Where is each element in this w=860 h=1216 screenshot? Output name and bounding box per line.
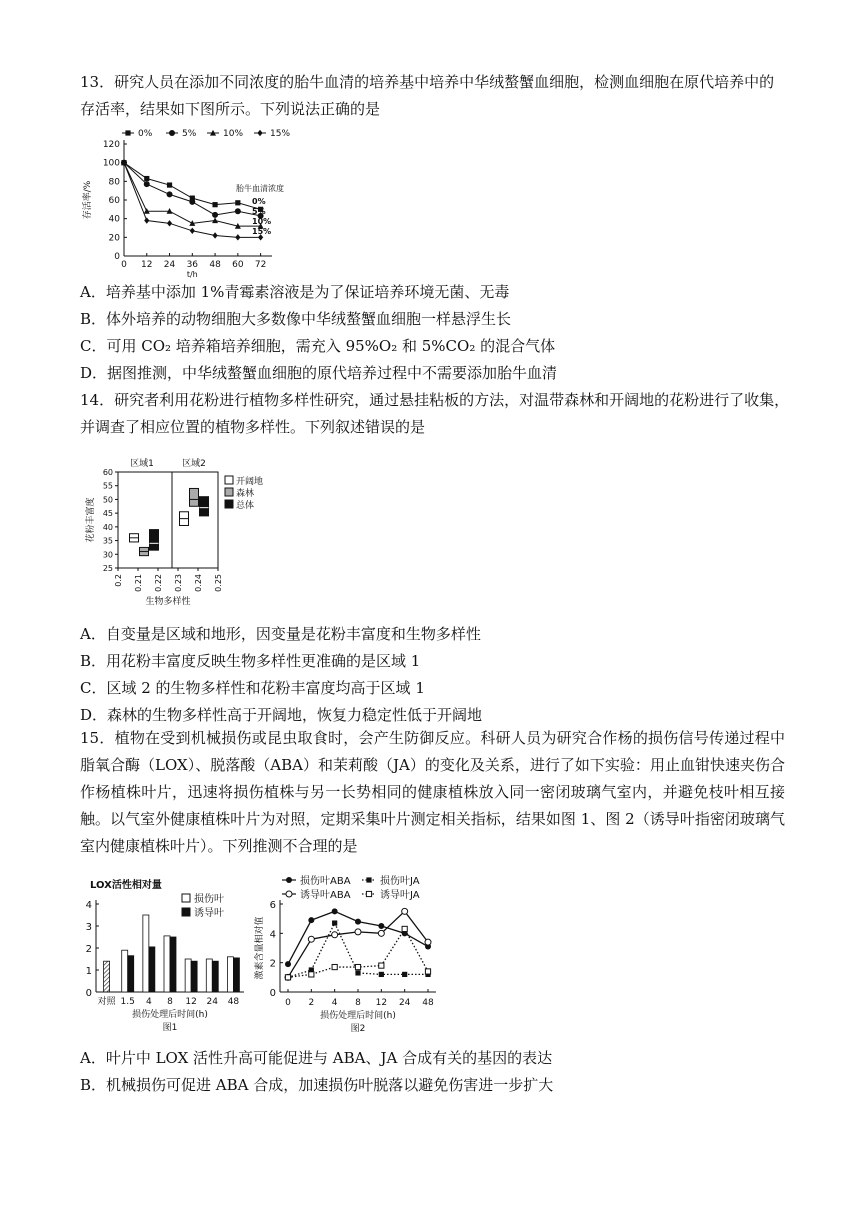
data-point [332,964,337,969]
data-point [355,919,361,925]
x-tick-label: 48 [422,998,434,1008]
legend-title: 胎牛血清浓度 [236,184,284,193]
q13-option-d: D．据图推测，中华绒螯蟹血细胞的原代培养过程中不需要添加胎牛血清 [80,364,558,382]
legend-swatch [182,908,190,916]
y-tick-label: 0 [85,988,92,999]
legend-label: 15% [270,129,291,139]
pollen-richness-box-chart [80,452,280,612]
data-point [212,217,218,223]
y-tick-label: 2 [269,958,276,970]
data-point [190,228,195,234]
data-point [235,234,240,240]
x-tick-label: 4 [331,998,338,1008]
y-tick-label: 60 [108,196,120,206]
data-point [425,969,430,974]
data-point [378,923,384,929]
q13-option-c: C．可用 CO₂ 培养箱培养细胞，需充入 95%O₂ 和 5%CO₂ 的混合气体 [80,337,556,355]
data-point [144,181,150,187]
legend-label: 10% [223,129,244,139]
data-point [402,972,407,977]
x-axis-label: 生物多样性 [145,597,191,607]
box [190,488,199,506]
x-tick-label: 0.22 [154,574,163,592]
data-point [355,929,361,935]
series-end-label: 15% [252,227,272,236]
y-tick-label: 100 [102,158,120,169]
legend-label: 损伤叶 [194,894,224,905]
y-tick-label: 120 [102,140,120,150]
data-point [144,176,149,181]
legend-swatch [225,500,233,508]
x-tick-label: 8 [167,997,173,1007]
x-tick-label: 0 [285,998,291,1008]
q14-stem-line2: 并调查了相应位置的植物多样性。下列叙述错误的是 [80,418,426,436]
x-tick-label: 0.21 [134,574,143,592]
q13-option-b: B．体外培养的动物细胞大多数像中华绒螯蟹血细胞一样悬浮生长 [80,310,512,328]
data-point [285,975,290,980]
x-tick-label: 24 [398,998,411,1008]
legend-marker [366,891,371,896]
x-tick-label: 0 [121,260,127,270]
y-tick-label: 1 [85,966,92,977]
data-point [309,972,314,977]
q14-option-a: A．自变量是区域和地形，因变量是花粉丰富度和生物多样性 [80,625,481,643]
y-axis-label: 存活率/% [83,180,93,220]
y-tick-label: 45 [102,509,113,519]
y-tick-label: 40 [108,214,120,225]
data-point [308,917,314,923]
box [150,530,159,551]
box [200,497,209,516]
region-label: 区域2 [182,459,206,469]
y-axis-label: 激素含量相对值 [255,916,265,980]
data-point [167,191,173,197]
data-point [402,908,408,914]
q13-stem-line2: 存活率，结果如下图所示。下列说法正确的是 [80,100,381,118]
x-tick-label: 72 [254,260,267,270]
legend-label: 诱导叶 [194,908,224,919]
figure-caption: 图2 [350,1024,366,1034]
x-tick-label: 对照 [97,997,116,1007]
data-point [379,963,384,968]
series-end-label: 0% [252,197,266,206]
bar [191,961,197,992]
data-point [355,970,360,975]
y-tick-label: 25 [102,564,113,573]
y-tick-label: 30 [102,550,113,560]
q13-stem-line1: 13．研究人员在添加不同浓度的胎牛血清的培养基中培养中华绒螯蟹血细胞，检测血细胞在原代培养中的 [80,73,775,91]
y-tick-label: 4 [269,929,276,941]
data-point [167,220,172,226]
legend-label: 总体 [236,501,255,511]
legend-marker [366,877,371,882]
bar [104,961,110,992]
legend-swatch [225,488,233,496]
q14-option-d: D．森林的生物多样性高于开阔地，恢复力稳定性低于开阔地 [80,706,483,724]
legend-label: 诱导叶ABA [300,890,351,901]
data-point [235,208,241,214]
chart-title: LOX活性相对量 [90,880,162,891]
q14-option-c: C．区域 2 的生物多样性和花粉丰富度均高于区域 1 [80,679,425,697]
plot-frame [118,472,218,568]
data-point [402,926,407,931]
x-tick-label: 12 [375,998,388,1008]
legend-marker [125,130,130,135]
series-end-label: 5% [252,207,266,216]
q13-option-a: A．培养基中添加 1%青霉素溶液是为了保证培养环境无菌、无毒 [80,283,510,301]
bar [128,956,134,992]
bar [212,961,218,992]
x-tick-label: 12 [141,260,153,270]
y-tick-label: 6 [269,900,276,911]
bar [164,936,170,992]
x-tick-label: 24 [163,260,176,270]
data-point [332,932,338,938]
x-axis-label: t/h [186,270,198,279]
x-axis-label: 损伤处理后时间(h) [132,1010,208,1020]
x-tick-label: 0.2 [114,574,123,587]
x-tick-label: 2 [308,998,315,1008]
x-tick-label: 4 [145,997,152,1007]
data-point [144,217,149,223]
y-tick-label: 35 [102,536,113,546]
data-point [332,920,337,925]
legend-marker [169,130,175,136]
bar [170,937,176,992]
data-point [425,939,431,945]
legend-label: 损伤叶ABA [300,876,351,887]
x-tick-label: 0.23 [174,574,183,592]
x-tick-label: 1.5 [120,997,135,1007]
y-tick-label: 50 [102,495,113,505]
q15-option-a: A．叶片中 LOX 活性升高可能促进与 ABA、JA 合成有关的基因的表达 [80,1049,553,1067]
data-point [332,908,338,914]
y-tick-label: 2 [85,944,92,955]
data-point [212,212,218,218]
lox-activity-bar-chart [78,876,248,1036]
data-point [378,930,384,936]
x-tick-label: 0.25 [214,574,223,592]
legend-marker [286,891,292,897]
data-point [167,182,172,187]
legend-label: 森林 [236,489,255,499]
bar [122,950,128,992]
x-tick-label: 0.24 [194,574,203,592]
y-tick-label: 55 [102,481,113,491]
bar [143,915,149,992]
figure-caption: 图1 [162,1023,178,1033]
data-point [235,200,240,205]
data-point [308,936,314,942]
bar [185,959,191,992]
x-tick-label: 48 [209,260,221,270]
x-tick-label: 36 [186,260,199,270]
y-tick-label: 80 [108,177,120,188]
q15-stem: 15．植物在受到机械损伤或昆虫取食时，会产生防御反应。科研人员为研究合作杨的损伤信号传递过程中脂氧合酶（LOX）、脱落酸（ABA）和茉莉酸（JA）的变化及关系，进行了如下实验：用止血钳快速夹伤合作杨植株叶片，迅速将损伤植株与另一长势相同的健康植株放入同一密闭玻璃气室内，并避免枝叶相互接触。以气室外健康植株叶片为对照，定期采集叶片测定相关指标，结果如图 1、图 2（诱导叶指密闭玻璃气室内健康植株叶片）。下列推测不合理的是 [80,729,785,855]
x-tick-label: 48 [227,997,240,1007]
q14-stem-line1: 14．研究者利用花粉进行植物多样性研究，通过悬挂粘板的方法，对温带森林和开阔地的花粉进行了收集， [80,391,790,409]
survival-rate-line-chart [78,124,298,279]
legend-swatch [182,894,190,902]
bar [206,959,212,992]
legend-swatch [225,476,233,484]
legend-label: 诱导叶JA [380,890,420,901]
data-point [189,199,195,205]
data-point [355,964,360,969]
legend-label: 0% [138,129,153,139]
x-tick-label: 12 [185,997,197,1007]
data-point [379,972,384,977]
y-tick-label: 40 [102,522,113,532]
legend-label: 损伤叶JA [380,876,420,887]
data-point [212,232,217,238]
y-axis-label: 花粉丰富度 [86,497,96,543]
y-tick-label: 3 [85,922,92,933]
y-tick-label: 0 [114,252,120,262]
x-tick-label: 24 [206,997,219,1007]
legend-label: 5% [182,129,197,139]
bar [227,957,233,992]
legend-label: 开阔地 [236,477,264,487]
data-point [212,202,217,207]
legend-marker [286,877,292,883]
region-label: 区域1 [130,459,154,469]
bar [149,947,155,992]
y-tick-label: 20 [108,233,120,244]
y-tick-label: 60 [102,468,113,477]
legend-marker [257,130,262,136]
bar [233,958,239,992]
hormone-content-line-chart [250,870,450,1036]
data-point [285,961,291,967]
y-tick-label: 0 [269,988,276,999]
x-tick-label: 60 [232,260,244,270]
series-line [124,163,261,226]
q15-option-b: B．机械损伤可促进 ABA 合成，加速损伤叶脱落以避免伤害进一步扩大 [80,1076,554,1094]
q14-option-b: B．用花粉丰富度反映生物多样性更准确的是区域 1 [80,652,421,670]
x-axis-label: 损伤处理后时间(h) [320,1011,396,1021]
series-end-label: 10% [252,217,272,226]
y-tick-label: 4 [85,900,92,911]
x-tick-label: 8 [355,998,361,1008]
